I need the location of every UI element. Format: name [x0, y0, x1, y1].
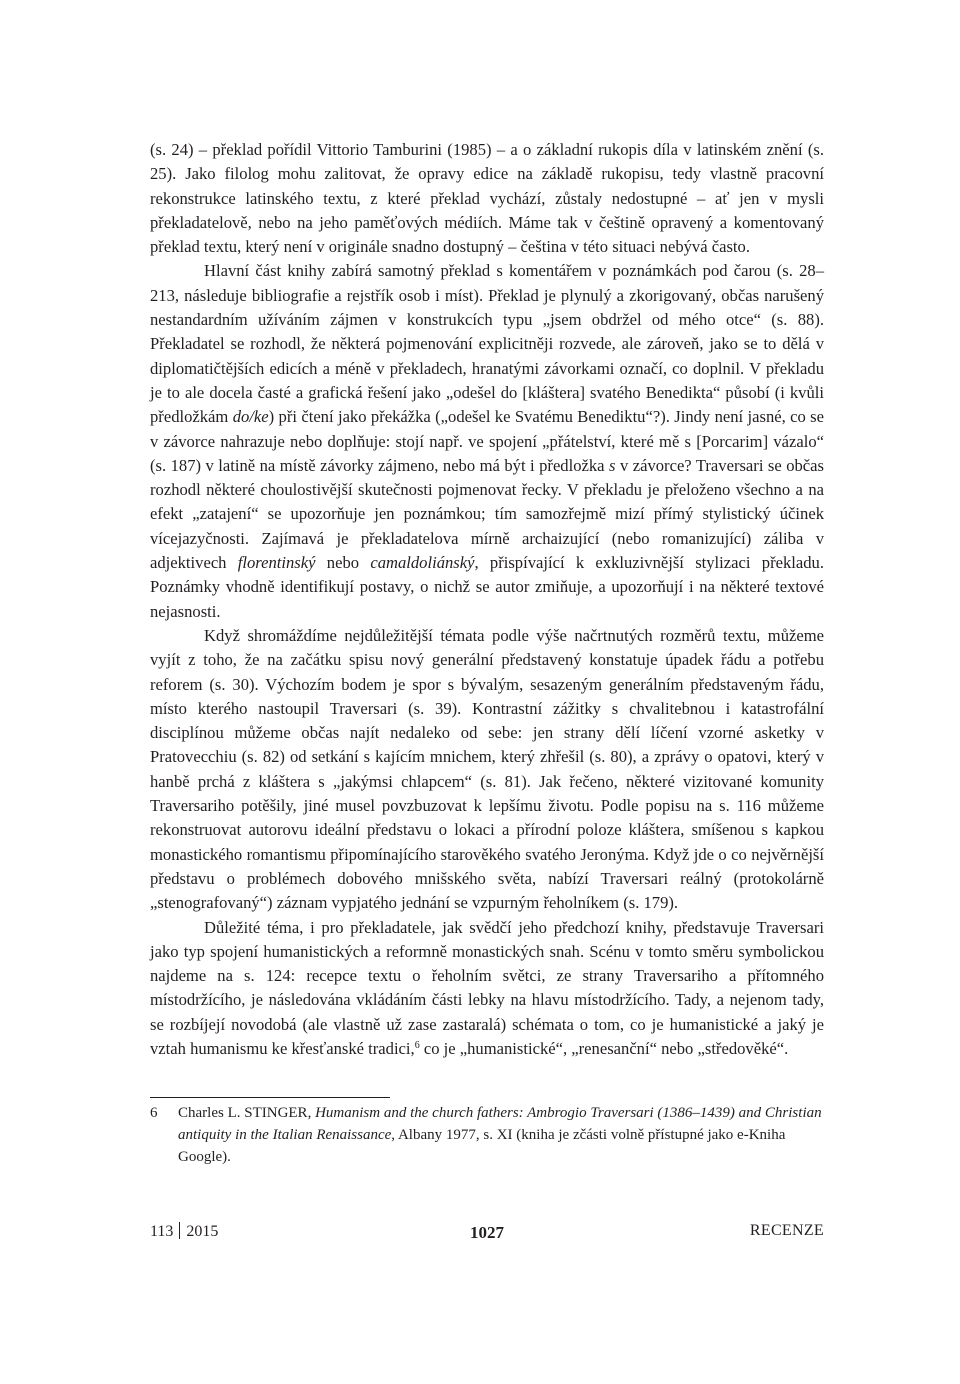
italic-text: s	[609, 455, 616, 475]
text-run: , Albany 1977, s. XI (kniha je zčásti volně přístupné jako e-Kniha Google).	[178, 1127, 786, 1165]
page-footer	[150, 1222, 824, 1246]
paragraph-1	[150, 138, 824, 259]
text-run: nebo	[315, 553, 371, 573]
paragraph-2	[150, 259, 824, 623]
footnote	[150, 1102, 824, 1168]
page-number: 1027	[470, 1223, 504, 1242]
issue-year: 2015	[186, 1223, 219, 1240]
text-run: Když shromáždíme nejdůležitější témata podle výše načrtnutých rozměrů textu, můžeme vyjít z toho, že na začátku spisu nový generální představený konstatuje úpadek řádu a potřebu reforem (s. 30). Výchozím bodem je spor s bývalým, sesazeným generálním představeným řádu, místo kterého nastoupil Traversari (s. 39). Kontrastní zážitky s chvalitebnou i katastrofální disciplínou můžeme občas najít nedaleko od sebe: jen strany dělí líčení vzorné asketky v Pratovecchiu (s. 82) od setkání s kajícím mnichem, který zhřešil (s. 80), a zprávy o opatovi, který v hanbě prchá z kláštera s „jakýmsi chlapcem“ (s. 81). Jak řečeno, některé vizitované komunity Traversariho potěšily, jiné musel povzbuzovat k lepšímu životu. Podle popisu na s. 116 můžeme rekonstruovat autorovu ideální představu o lokaci a přírodní poloze kláštera, smíšenou s kapkou monastického romantismu připomínajícího starověkého svatého Jeronýma. Když jde o co nejvěrnější představu o problémech dobového mnišského světa, nabízí Traversari reálný (protokolárně „stenografovaný“) záznam vypjatého jednání se vzpurným řeholníkem (s. 179).	[150, 625, 824, 913]
text-run: Hlavní část knihy zabírá samotný překlad s komentářem v poznámkách pod čarou (s. 28–213, následuje bibliografie a rejstřík osob i míst). Překlad je plynulý a zkorigovaný, občas narušený nestandardním užíváním zájmen v konstrukcích typu „jsem obdržel od mého otce“ (s. 88). Překladatel se rozhodl, že některá pojmenování explicitněji rozvede, ale zároveň, jako se to dělá v diplomatičtějších edicích a méně v překladech, hranatými závorkami označí, co doplnil. V překladu je to ale docela časté a grafická řešení jako „odešel do [kláštera] svatého Benedikta“ působí (i kvůli předložkám	[150, 261, 824, 427]
italic-text: camaldoliánský	[370, 553, 475, 573]
section-title: RECENZE	[749, 1222, 824, 1239]
volume-number: 113	[150, 1223, 174, 1240]
footnote-text	[178, 1102, 824, 1168]
text-run: v závorce? Traversari se občas rozhodl některé choulostivější skutečnosti pojmenovat řecky. V překladu je přeloženo všechno a na efekt „zatajení“ se upozorňuje jen poznámkou; tím samozřejmě mizí přímý stylistický účinek vícejazyčnosti. Zajímavá je překladatelova mírně archaizující (nebo romanizující) záliba v adjektivech	[150, 455, 824, 573]
footnote-number: 6	[150, 1105, 158, 1121]
footnote-ref: 6	[414, 1039, 420, 1051]
text-run: , přispívající k exkluzivnější stylizaci překladu. Poznámky vhodně identifikují postavy, o nichž se autor zmiňuje, a upozorňují i na některé textové nejasnosti.	[150, 553, 824, 621]
text-run: Charles L. STINGER,	[178, 1105, 316, 1121]
body-text	[150, 138, 824, 1061]
paragraph-4	[150, 916, 824, 1062]
text-run: (s. 24) – překlad pořídil Vittorio Tamburini (1985) – a o základní rukopis díla v latinském znění (s. 25). Jako filolog mohu zalitovat, že opravy edice na základě rukopisu, tedy vlastně pracovní rekonstrukce latinského textu, z které překlad vychází, zůstaly nedostupné – ať jen v mysli překladatelově, nebo na jeho paměťových médiích. Máme tak v češtině opravený a komentovaný překlad textu, který není v originále snadno dostupný – čeština v této situaci nebývá často.	[150, 140, 824, 257]
italic-text: do/ke	[232, 407, 269, 427]
footnote-divider	[150, 1097, 390, 1098]
paragraph-3	[150, 624, 824, 916]
text-run: ) při čtení jako překážka („odešel ke Svatému Benediktu“?). Jindy není jasné, co se v závorce nahrazuje nebo doplňuje: stojí např. ve spojení „přátelství, které mě s [Porcarim] vázalo“ (s. 187) v latině na místě závorky zájmeno, nebo má být i předložka	[150, 407, 824, 475]
italic-text: Humanism and the church fathers: Ambrogio Traversari (1386–1439) and Christian antiquity in the Italian Renaissance	[178, 1105, 822, 1143]
text-run: Důležité téma, i pro překladatele, jak svědčí jeho předchozí knihy, představuje Traversari jako typ spojení humanistických a reformně monastických snah. Scénu v tomto směru symbolickou najdeme na s. 124: recepce textu o řeholním světci, ze strany Traversariho a přítomného místodržícího, je následována vkládáním části lebky na hlavu místodržícího. Tady, a nejenom tady, se rozbíjejí novodobá (ale vlastně už zase zastaralá) schémata o tom, co je humanistické a jaký je vztah humanismu ke křesťanské tradici,	[150, 917, 824, 1058]
text-run: co je „humanistické“, „renesanční“ nebo „středověké“.	[419, 1038, 789, 1058]
italic-text: florentinský	[237, 553, 316, 573]
